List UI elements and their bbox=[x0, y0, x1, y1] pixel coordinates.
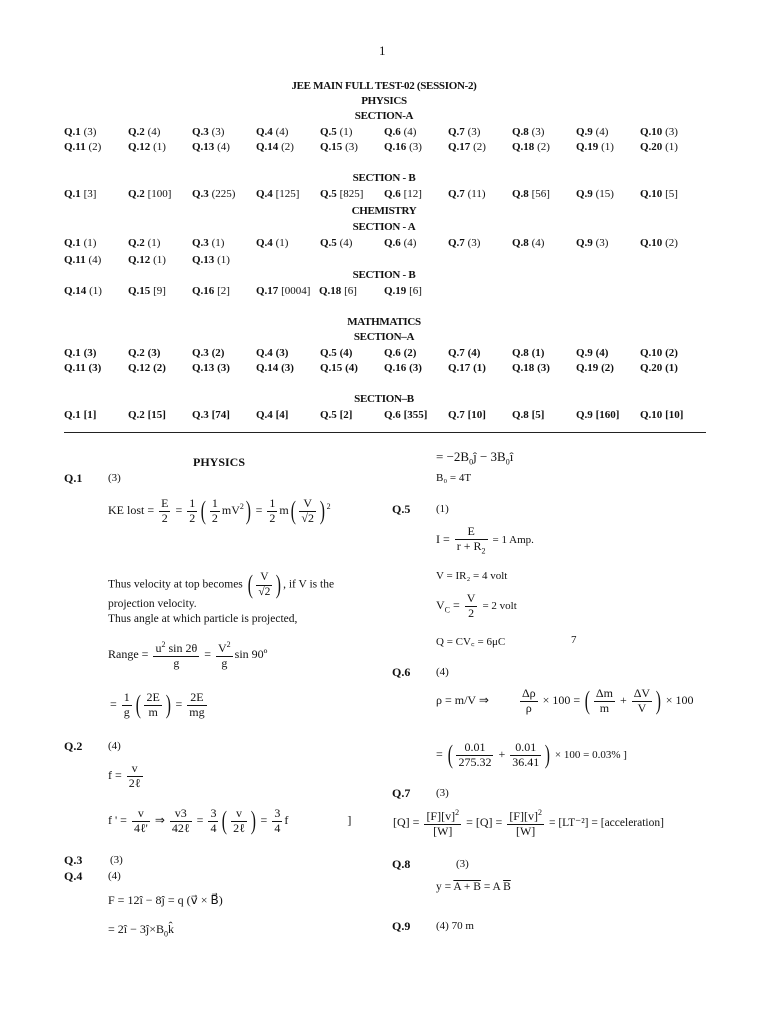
answer-key-entry bbox=[448, 362, 486, 374]
q4-answer: (4) bbox=[108, 870, 121, 882]
answer-value: (3) bbox=[406, 141, 422, 153]
answer-value: (4) bbox=[336, 237, 353, 249]
answer-key-entry bbox=[128, 362, 166, 374]
question-number: Q.16 bbox=[384, 141, 407, 153]
q2-label: Q.2 bbox=[64, 739, 83, 753]
question-number: Q.2 bbox=[128, 188, 145, 200]
answer-key-entry bbox=[128, 409, 166, 421]
answer-key-entry bbox=[192, 347, 224, 359]
answer-key-entry bbox=[319, 285, 357, 297]
answer-value: (4) bbox=[400, 237, 417, 249]
answer-value: [15] bbox=[144, 409, 166, 421]
question-number: Q.10 bbox=[640, 347, 663, 359]
q1-answer: (3) bbox=[108, 472, 121, 484]
q2-f-equation: f = $\frac{v}{\text{2ℓ}}$ bbox=[108, 761, 141, 790]
question-number: Q.12 bbox=[128, 254, 151, 266]
answer-key-entry bbox=[576, 347, 608, 359]
answer-value: [2] bbox=[214, 285, 230, 297]
answer-key-entry bbox=[320, 237, 352, 249]
answer-key-entry bbox=[384, 126, 416, 138]
question-number: Q.11 bbox=[64, 141, 86, 153]
chemistry-section-a: SECTION - A bbox=[352, 221, 416, 233]
q4-b-equation: = $-2B_0ĵ$ − $3B_0î$ bbox=[436, 449, 514, 467]
q1-ke-equation: KE lost = $\frac{E}{2}$ = $\frac{1}{2}$ ( $\frac{1}{2}$ $mV^2$) = $\frac{1}{2}$ m( $\frac{V}{√2}$ ) $^2$ bbox=[108, 495, 331, 525]
q1-text-angle: Thus angle at which particle is projected, bbox=[108, 613, 298, 625]
question-number: Q.4 bbox=[256, 126, 273, 138]
question-number: Q.8 bbox=[512, 126, 529, 138]
answer-value: [100] bbox=[144, 188, 172, 200]
question-number: Q.19 bbox=[576, 141, 599, 153]
answer-key-entry bbox=[448, 126, 480, 138]
stray-number: 7 bbox=[571, 634, 577, 646]
q3-answer: (3) bbox=[110, 854, 123, 866]
question-number: Q.5 bbox=[320, 126, 337, 138]
question-number: Q.1 bbox=[64, 188, 81, 200]
answer-value: [6] bbox=[341, 285, 357, 297]
answer-key-entry bbox=[512, 141, 550, 153]
q1-final-equation: = $\frac{1}{g}$ ( $\frac{2E}{m}$ ) = $\frac{2E}{mg}$ bbox=[110, 689, 205, 719]
answer-key-entry bbox=[192, 237, 224, 249]
q8-boolean-equation: y = A + B = A $\overline{B}$ bbox=[436, 881, 511, 893]
answer-key-entry bbox=[640, 141, 678, 153]
answer-value: (1) bbox=[528, 347, 545, 359]
answer-value: (1) bbox=[662, 362, 678, 374]
question-number: Q.6 bbox=[384, 409, 401, 421]
answer-key-entry bbox=[384, 409, 427, 421]
answer-value: (4) bbox=[336, 347, 353, 359]
answer-key-entry bbox=[192, 285, 230, 297]
answer-key-entry bbox=[640, 237, 678, 249]
answer-value: (4) bbox=[592, 347, 609, 359]
solutions-heading: PHYSICS bbox=[193, 455, 246, 469]
q4-force-equation-2: = 2î − $3ĵ\times B_0k̂$ bbox=[108, 922, 174, 939]
answer-key-entry bbox=[64, 126, 96, 138]
question-number: Q.3 bbox=[192, 409, 209, 421]
answer-key-entry bbox=[128, 285, 166, 297]
answer-key-entry bbox=[384, 347, 416, 359]
answer-value: (2) bbox=[598, 362, 614, 374]
answer-key-entry bbox=[512, 362, 550, 374]
answer-key-entry bbox=[576, 362, 614, 374]
question-number: Q.8 bbox=[512, 347, 529, 359]
question-number: Q.12 bbox=[128, 141, 151, 153]
answer-key-entry bbox=[384, 362, 422, 374]
q1-text-velocity: Thus velocity at top becomes ( $\frac{V}{√2}$ ) , if V is the bbox=[108, 570, 335, 599]
q6-answer: (4) bbox=[436, 666, 449, 678]
answer-value: (2) bbox=[662, 237, 678, 249]
answer-value: (3) bbox=[214, 362, 230, 374]
question-number: Q.9 bbox=[576, 347, 593, 359]
answer-key-entry bbox=[256, 347, 288, 359]
answer-value: (1) bbox=[208, 237, 225, 249]
q7-answer: (3) bbox=[436, 787, 449, 799]
answer-key-entry bbox=[192, 188, 235, 200]
answer-value: (4) bbox=[272, 126, 289, 138]
answer-value: (225) bbox=[208, 188, 236, 200]
answer-key-entry bbox=[192, 254, 230, 266]
question-number: Q.17 bbox=[256, 285, 279, 297]
answer-value: (4) bbox=[214, 141, 230, 153]
answer-value: [12] bbox=[400, 188, 422, 200]
answer-value: [5] bbox=[528, 409, 545, 421]
answer-key-entry bbox=[192, 409, 230, 421]
answer-key-entry bbox=[384, 285, 422, 297]
answer-value: [0004] bbox=[278, 285, 311, 297]
question-number: Q.3 bbox=[192, 188, 209, 200]
answer-key-entry bbox=[256, 237, 288, 249]
answer-value: (3) bbox=[208, 126, 225, 138]
question-number: Q.7 bbox=[448, 347, 465, 359]
q1-text-projection: projection velocity. bbox=[108, 598, 197, 610]
question-number: Q.4 bbox=[256, 347, 273, 359]
answer-key-entry bbox=[576, 141, 614, 153]
answer-value: (3) bbox=[278, 362, 294, 374]
answer-key-entry bbox=[64, 141, 101, 153]
maths-section-b: SECTION–B bbox=[354, 393, 414, 405]
question-number: Q.18 bbox=[319, 285, 342, 297]
question-number: Q.1 bbox=[64, 409, 81, 421]
maths-section-a: SECTION–A bbox=[353, 331, 415, 343]
answer-value: (1) bbox=[150, 141, 166, 153]
answer-value: (1) bbox=[272, 237, 289, 249]
answer-key-entry bbox=[128, 141, 166, 153]
answer-key-entry bbox=[512, 409, 544, 421]
answer-value: (1) bbox=[144, 237, 161, 249]
question-number: Q.15 bbox=[320, 362, 343, 374]
question-number: Q.2 bbox=[128, 237, 145, 249]
question-number: Q.2 bbox=[128, 126, 145, 138]
answer-value: (1) bbox=[470, 362, 486, 374]
answer-key-entry bbox=[64, 254, 101, 266]
answer-value: (2) bbox=[534, 141, 550, 153]
question-number: Q.11 bbox=[64, 362, 86, 374]
question-number: Q.9 bbox=[576, 126, 593, 138]
question-number: Q.6 bbox=[384, 237, 401, 249]
answer-key-entry bbox=[448, 188, 485, 200]
answer-value: [2] bbox=[336, 409, 353, 421]
answer-value: (4) bbox=[400, 126, 417, 138]
answer-value: [160] bbox=[592, 409, 620, 421]
answer-key-entry bbox=[576, 126, 608, 138]
answer-value: (1) bbox=[80, 237, 97, 249]
answer-key-entry bbox=[576, 409, 619, 421]
q5-vc-equation: $V_C$ = $\frac{V}{2}$ = 2 volt bbox=[436, 591, 517, 620]
question-number: Q.18 bbox=[512, 362, 535, 374]
answer-key-entry bbox=[640, 409, 683, 421]
answer-value: (2) bbox=[278, 141, 294, 153]
chemistry-section-b: SECTION - B bbox=[352, 269, 416, 281]
answer-value: [125] bbox=[272, 188, 300, 200]
divider bbox=[64, 432, 706, 433]
test-title: JEE MAIN FULL TEST-02 (SESSION-2) bbox=[291, 80, 477, 92]
answer-value: (1) bbox=[598, 141, 614, 153]
question-number: Q.7 bbox=[448, 188, 465, 200]
question-number: Q.2 bbox=[128, 347, 145, 359]
answer-value: (4) bbox=[85, 254, 102, 266]
answer-value: (2) bbox=[85, 141, 102, 153]
page-number: 1 bbox=[379, 43, 386, 58]
q5-current-equation: I = $\frac{E}{r + R_2}$ = 1 Amp. bbox=[436, 524, 534, 556]
answer-key-entry bbox=[320, 362, 358, 374]
question-number: Q.5 bbox=[320, 237, 337, 249]
answer-key-entry bbox=[64, 362, 101, 374]
answer-key-entry bbox=[128, 188, 171, 200]
answer-key-entry bbox=[64, 188, 96, 200]
q9-answer: (4) 70 m bbox=[436, 920, 474, 932]
q6-rho-equation: ρ = m/V ⇒ $\frac{\Delta\rho}{\rho}$ × 100 = ( $\frac{\Delta m}{m}$ + $\frac{\Delta V}{V}$ ) × 100 bbox=[436, 685, 694, 715]
q9-label: Q.9 bbox=[392, 919, 411, 933]
q5-charge: Q = CV꜀ = 6μC bbox=[436, 636, 506, 648]
question-number: Q.13 bbox=[192, 141, 215, 153]
answer-value: (3) bbox=[406, 362, 422, 374]
answer-value: (2) bbox=[150, 362, 166, 374]
answer-value: (2) bbox=[662, 347, 678, 359]
q5-voltage: V = IR₂ = 4 volt bbox=[436, 570, 508, 582]
answer-key-entry bbox=[448, 141, 486, 153]
answer-value: (1) bbox=[214, 254, 230, 266]
question-number: Q.2 bbox=[128, 409, 145, 421]
answer-value: (11) bbox=[464, 188, 486, 200]
question-number: Q.18 bbox=[512, 141, 535, 153]
q2-answer: (4) bbox=[108, 740, 121, 752]
answer-key-entry bbox=[128, 347, 160, 359]
answer-key-entry bbox=[576, 237, 608, 249]
question-number: Q.9 bbox=[576, 188, 593, 200]
answer-value: (2) bbox=[208, 347, 225, 359]
question-number: Q.14 bbox=[64, 285, 87, 297]
answer-key-entry bbox=[640, 347, 678, 359]
answer-value: (3) bbox=[85, 362, 102, 374]
answer-value: (1) bbox=[86, 285, 102, 297]
answer-key-entry bbox=[384, 237, 416, 249]
question-number: Q.6 bbox=[384, 126, 401, 138]
answer-value: [74] bbox=[208, 409, 230, 421]
question-number: Q.7 bbox=[448, 126, 465, 138]
answer-key-entry bbox=[128, 126, 160, 138]
answer-value: (3) bbox=[80, 126, 97, 138]
q1-label: Q.1 bbox=[64, 471, 83, 485]
question-number: Q.10 bbox=[640, 126, 663, 138]
answer-key-entry bbox=[512, 188, 550, 200]
question-number: Q.19 bbox=[576, 362, 599, 374]
answer-value: (3) bbox=[592, 237, 609, 249]
answer-key-entry bbox=[320, 188, 363, 200]
answer-key-entry bbox=[320, 409, 352, 421]
answer-value: (4) bbox=[528, 237, 545, 249]
question-number: Q.20 bbox=[640, 141, 663, 153]
q4-b0-value: B₀ = 4T bbox=[436, 472, 472, 484]
answer-key-entry bbox=[384, 188, 422, 200]
physics-section-a: SECTION-A bbox=[354, 110, 414, 122]
answer-value: [355] bbox=[400, 409, 428, 421]
question-number: Q.4 bbox=[256, 237, 273, 249]
answer-value: (1) bbox=[662, 141, 678, 153]
question-number: Q.15 bbox=[320, 141, 343, 153]
question-number: Q.4 bbox=[256, 409, 273, 421]
answer-key-entry bbox=[256, 141, 294, 153]
chemistry-heading: CHEMISTRY bbox=[351, 205, 417, 217]
answer-value: (3) bbox=[464, 126, 481, 138]
answer-value: (3) bbox=[464, 237, 481, 249]
question-number: Q.12 bbox=[128, 362, 151, 374]
question-number: Q.5 bbox=[320, 409, 337, 421]
q7-dimension-equation: [Q] = $\frac{[F][v]^2}{[W]}$ = [Q] = $\frac{[F][v]^2}{[W]}$ = [LT⁻²] = [acceleration] bbox=[393, 808, 664, 838]
answer-value: (2) bbox=[400, 347, 417, 359]
answer-key-entry bbox=[256, 126, 288, 138]
question-number: Q.5 bbox=[320, 347, 337, 359]
answer-value: [825] bbox=[336, 188, 364, 200]
q6-label: Q.6 bbox=[392, 665, 411, 679]
answer-key-entry bbox=[640, 188, 678, 200]
question-number: Q.8 bbox=[512, 237, 529, 249]
answer-value: (4) bbox=[592, 126, 609, 138]
question-number: Q.9 bbox=[576, 409, 593, 421]
q6-result-equation: = ( $\frac{0.01}{275.32}$ + $\frac{0.01}{36.41}$ ) × 100 = 0.03% ] bbox=[436, 739, 627, 769]
answer-key-entry bbox=[256, 362, 294, 374]
question-number: Q.13 bbox=[192, 254, 215, 266]
physics-heading: PHYSICS bbox=[361, 95, 407, 107]
answer-value: [3] bbox=[80, 188, 97, 200]
q5-label: Q.5 bbox=[392, 502, 411, 516]
answer-key-entry bbox=[640, 126, 678, 138]
question-number: Q.19 bbox=[384, 285, 407, 297]
answer-value: (1) bbox=[336, 126, 353, 138]
question-number: Q.1 bbox=[64, 347, 81, 359]
answer-key-entry bbox=[320, 347, 352, 359]
answer-value: (4) bbox=[144, 126, 161, 138]
answer-key-entry bbox=[384, 141, 422, 153]
answer-value: (3) bbox=[80, 347, 97, 359]
maths-heading: MATHMATICS bbox=[347, 316, 421, 328]
answer-value: (3) bbox=[342, 141, 358, 153]
question-number: Q.3 bbox=[192, 126, 209, 138]
answer-value: [10] bbox=[464, 409, 486, 421]
answer-value: (4) bbox=[342, 362, 358, 374]
question-number: Q.17 bbox=[448, 362, 471, 374]
answer-value: (3) bbox=[144, 347, 161, 359]
q8-answer: (3) bbox=[456, 858, 469, 870]
answer-value: (4) bbox=[464, 347, 481, 359]
question-number: Q.9 bbox=[576, 237, 593, 249]
question-number: Q.14 bbox=[256, 362, 279, 374]
question-number: Q.3 bbox=[192, 237, 209, 249]
answer-key-entry bbox=[448, 237, 480, 249]
question-number: Q.7 bbox=[448, 409, 465, 421]
answer-key-entry bbox=[576, 188, 614, 200]
q3-label: Q.3 bbox=[64, 853, 83, 867]
answer-key-entry bbox=[192, 126, 224, 138]
question-number: Q.16 bbox=[192, 285, 215, 297]
q7-label: Q.7 bbox=[392, 786, 411, 800]
question-number: Q.3 bbox=[192, 347, 209, 359]
answer-key-entry bbox=[64, 237, 96, 249]
answer-value: [6] bbox=[406, 285, 422, 297]
q5-answer: (1) bbox=[436, 503, 449, 515]
question-number: Q.7 bbox=[448, 237, 465, 249]
question-number: Q.20 bbox=[640, 362, 663, 374]
answer-value: (2) bbox=[470, 141, 486, 153]
answer-key-entry bbox=[256, 409, 288, 421]
answer-value: (3) bbox=[528, 126, 545, 138]
answer-key-entry bbox=[256, 285, 310, 297]
q8-label: Q.8 bbox=[392, 857, 411, 871]
answer-key-entry bbox=[128, 254, 166, 266]
answer-key-entry bbox=[128, 237, 160, 249]
answer-value: [1] bbox=[80, 409, 97, 421]
q4-force-equation: F = 12î − 8ĵ = q (v⃗ × B⃗) bbox=[108, 893, 223, 907]
question-number: Q.10 bbox=[640, 237, 663, 249]
answer-key-entry bbox=[640, 362, 678, 374]
question-number: Q.10 bbox=[640, 409, 663, 421]
answer-key-entry bbox=[448, 409, 486, 421]
question-number: Q.17 bbox=[448, 141, 471, 153]
answer-key-entry bbox=[64, 347, 96, 359]
question-number: Q.16 bbox=[384, 362, 407, 374]
question-number: Q.8 bbox=[512, 188, 529, 200]
answer-value: [9] bbox=[150, 285, 166, 297]
answer-key-entry bbox=[256, 188, 299, 200]
answer-key-entry bbox=[192, 141, 230, 153]
answer-key-entry bbox=[192, 362, 230, 374]
question-number: Q.10 bbox=[640, 188, 663, 200]
answer-value: [4] bbox=[272, 409, 289, 421]
answer-value: (3) bbox=[534, 362, 550, 374]
q2-fprime-equation: f ' = $\frac{v}{\text{4ℓ'}}$ ⇒ $\frac{v3}{\text{42ℓ}}$ = $\frac{3}{4}$ ( $\frac{v}{\text{2ℓ}}$ ) = $\frac{3}{4}$ f ] bbox=[108, 805, 352, 835]
question-number: Q.11 bbox=[64, 254, 86, 266]
question-number: Q.13 bbox=[192, 362, 215, 374]
question-number: Q.15 bbox=[128, 285, 151, 297]
answer-key-entry bbox=[320, 141, 358, 153]
answer-key-entry bbox=[64, 285, 102, 297]
answer-value: (1) bbox=[150, 254, 166, 266]
answer-value: [56] bbox=[528, 188, 550, 200]
answer-value: (3) bbox=[272, 347, 289, 359]
answer-key-entry bbox=[512, 347, 544, 359]
q1-range-equation: Range = $\frac{u^2 \sin 2\theta}{g}$ = $\frac{V^2}{g}$ sin 90º bbox=[108, 640, 268, 670]
question-number: Q.6 bbox=[384, 347, 401, 359]
answer-key-entry bbox=[512, 237, 544, 249]
physics-section-b: SECTION - B bbox=[352, 172, 416, 184]
answer-value: (3) bbox=[662, 126, 678, 138]
q4-label: Q.4 bbox=[64, 869, 83, 883]
answer-key-entry bbox=[512, 126, 544, 138]
question-number: Q.1 bbox=[64, 237, 81, 249]
answer-key-entry bbox=[320, 126, 352, 138]
question-number: Q.8 bbox=[512, 409, 529, 421]
question-number: Q.6 bbox=[384, 188, 401, 200]
answer-key-entry bbox=[448, 347, 480, 359]
question-number: Q.5 bbox=[320, 188, 337, 200]
question-number: Q.1 bbox=[64, 126, 81, 138]
answer-key-entry bbox=[64, 409, 96, 421]
answer-value: [5] bbox=[662, 188, 678, 200]
question-number: Q.4 bbox=[256, 188, 273, 200]
answer-value: [10] bbox=[662, 409, 684, 421]
question-number: Q.14 bbox=[256, 141, 279, 153]
answer-value: (15) bbox=[592, 188, 614, 200]
